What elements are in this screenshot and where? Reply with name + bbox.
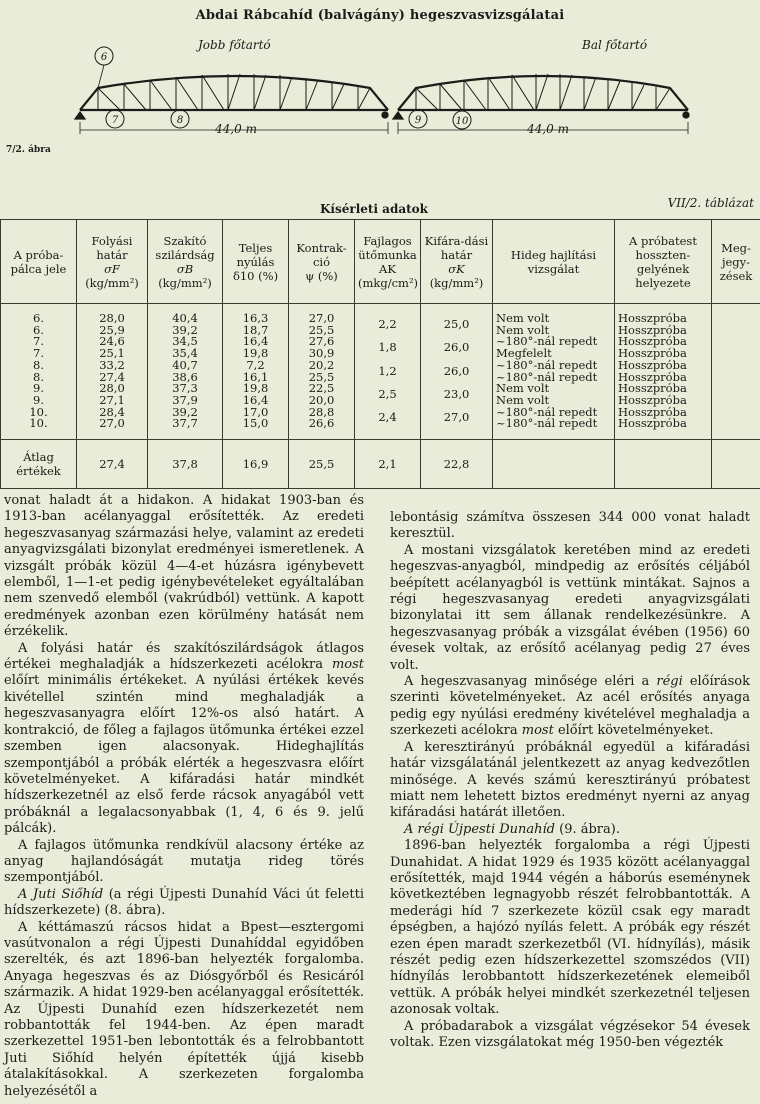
left-text-column bbox=[4, 493, 364, 1100]
left-paragraph-2: A folyási határ és szakítószilárdságok átlagos értékei meghaladják a hídszerkezeti acélokra most előírt minimális értékeket. A nyúlási értékek kevés kivétellel szintén mind meghaladják a hegeszvasanyagra előírt 12%-os alsó határt. A kontrakció, de főleg a fajlagos ütőmunka értékei ezzel szemben igen alacsonyak. Hideghajlítás szempontjából a próbák elérték a hegeszvasra előírt követelményeket. A kifáradási határ mindkét hídszerkezetnél az első ferde rácsok anyagából vett próbáknál a legalacsonyabbak (1, 4, 6 és 9. jelű pálcák). bbox=[4, 640, 364, 837]
right-paragraph-3: A hegeszvasanyag minősége eléri a régi előírások szerinti követelményeket. Az acél erősítés anyaga pedig egy nyúlási eredmény kivételével meghaladja a szerkezeti acélokra most előírt követelményeket. bbox=[390, 674, 750, 739]
figure-caption: 7/2. ábra bbox=[6, 145, 51, 155]
right-paragraph-4: A keresztirányú próbáknál egyedül a kifáradási határ vizsgálatánál jelentkezett az anyag kedvezőtlen minősége. A kevés számú keresztirányú próbatest miatt nem lehetett biztos eredményt nyerni az anyag kifáradási határát illetően. bbox=[390, 739, 750, 821]
avg-megjegyzes bbox=[712, 440, 760, 489]
avg-label: Átlag értékek bbox=[1, 440, 77, 489]
cell-hajlitas: Nem volt Nem volt ~180°-nál repedt Megfelelt ~180°-nál repedt ~180°-nál repedt Nem volt Nem volt ~180°-nál repedt ~180°-nál repedt bbox=[493, 304, 615, 440]
table-body-row bbox=[1, 304, 760, 440]
left-paragraph-4: A Juti Siőhíd (a régi Újpesti Dunahíd Váci út feletti hídszerkezete) (8. ábra). bbox=[4, 886, 364, 919]
header-nyulas: Teljes nyúlás δ10 (%) bbox=[223, 220, 289, 304]
avg-helyzet bbox=[615, 440, 712, 489]
avg-szakito: 37,8 bbox=[148, 440, 223, 489]
table-title: Kísérleti adatok bbox=[320, 202, 428, 216]
avg-nyulas: 16,9 bbox=[223, 440, 289, 489]
header-helyzet: A próbatest hosszten-gelyének helyezete bbox=[615, 220, 712, 304]
marker-10: 10 bbox=[455, 116, 469, 127]
right-span-dimension: 44,0 m bbox=[527, 122, 569, 136]
cell-szakito: 40,4 39,2 34,5 35,4 40,7 38,6 37,3 37,9 39,2 37,7 bbox=[148, 304, 223, 440]
header-szakito: Szakító szilárdság σB (kg/mm²) bbox=[148, 220, 223, 304]
avg-hajlitas bbox=[493, 440, 615, 489]
header-kifaradasi: Kifára-dási határ σK (kg/mm²) bbox=[421, 220, 493, 304]
table-header-row bbox=[1, 220, 760, 304]
marker-9: 9 bbox=[414, 115, 422, 126]
right-text-column bbox=[390, 510, 750, 1051]
header-utomunka: Fajlagos ütőmunka AK (mkg/cm²) bbox=[355, 220, 421, 304]
right-paragraph-2: A mostani vizsgálatok keretében mind az eredeti hegeszvas-anyagból, mindpedig az erősítés céljából beépített acélanyagból is vettünk mintákat. Sajnos a régi hegeszvasanyag eredeti anyagvizsgálati bizonylatai itt sem állanak rendelkezésünkre. A hegeszvasanyag próbák a vizsgálat évében (1956) 60 évesek voltak, az erősítő acélanyag pedig 27 éves volt. bbox=[390, 542, 750, 673]
left-paragraph-1: vonat haladt át a hidakon. A hidakat 1903-ban és 1913-ban acélanyaggal erősítették. Az eredeti hegeszvasanyag származási helye, valamint az eredeti anyagvizsgálati bizonylat eredményei ismeretlenek. A vizsgált próbák közül 4—4-et húzásra igénybevett elemből, 1—1-et pedig igénybevételeket egyáltalában nem szenvedő elemből (vakrúdból) vettünk. A kapott eredmények azonban ezen körülmény hatását nem érzékelik. bbox=[4, 493, 364, 640]
cell-folyasi: 28,0 25,9 24,6 25,1 33,2 27,4 28,0 27,1 28,4 27,0 bbox=[77, 304, 148, 440]
marker-7: 7 bbox=[111, 115, 119, 126]
left-paragraph-3: A fajlagos ütőmunka rendkívül alacsony értéke az anyag hajlandóságát mutatja rideg törés szempontjából. bbox=[4, 837, 364, 886]
header-megjegyzes: Meg-jegy-zések bbox=[712, 220, 760, 304]
header-kontrakcio: Kontrak-ció ψ (%) bbox=[289, 220, 355, 304]
header-hajlitas: Hideg hajlítási vizsgálat bbox=[493, 220, 615, 304]
header-jel: A próba-pálca jele bbox=[1, 220, 77, 304]
table-number: VII/2. táblázat bbox=[667, 196, 754, 210]
experimental-data-table bbox=[0, 219, 760, 489]
cell-utomunka: 2,2 1,8 1,2 2,5 2,4 bbox=[355, 304, 421, 440]
cell-nyulas: 16,3 18,7 16,4 19,8 7,2 16,1 19,8 16,4 17,0 15,0 bbox=[223, 304, 289, 440]
table-average-row bbox=[1, 440, 760, 489]
marker-6: 6 bbox=[100, 52, 108, 63]
left-girder-label: Jobb főtartó bbox=[198, 38, 271, 52]
marker-8: 8 bbox=[176, 115, 184, 126]
avg-folyasi: 27,4 bbox=[77, 440, 148, 489]
right-girder-label: Bal főtartó bbox=[582, 38, 648, 52]
right-paragraph-7: A próbadarabok a vizsgálat végzésekor 54 évesek voltak. Ezen vizsgálatokat még 1950-ben végezték bbox=[390, 1018, 750, 1050]
avg-utomunka: 2,1 bbox=[355, 440, 421, 489]
left-paragraph-5: A kéttámaszú rácsos hidat a Bpest—esztergomi vasútvonalon a régi Újpesti Dunahíddal egyidőben szerelték, és azt 1896-ban helyezték forgalomba. Anyaga hegeszvas és az Diósgyőrből és Resicáról származik. A hidat 1929-ben acélanyaggal erősítették. Az Újpesti Dunahíd ezen hídszerkezetét nem robbantották fel 1944-ben. Az épen maradt szerkezettel 1951-ben lebontották és a felrobbantott Juti Siőhíd helyén építették újjá kisebb átalakításokkal. A szerkezeten forgalomba helyezésétől a bbox=[4, 919, 364, 1099]
cell-megjegyzes bbox=[712, 304, 760, 440]
right-paragraph-6: 1896-ban helyezték forgalomba a régi Újpesti Dunahidat. A hidat 1929 és 1935 között acélanyaggal erősítették, majd 1944 végén a háborús eseménynek következtében legnagyobb részét felrobbantották. A mederági híd 7 szerkezete közül csak egy maradt épségben, a hajózó nyílás felett. A próbák egy részét ezen épen maradt szerkezetből (VI. hídnyílás), másik részét pedig ezen hídszerkezettel szomszédos (VII) hídnyílás lerobbantott hídszerkezetének elemeiből vettük. A próbák helyei mindkét szerkezetnél teljesen azonosak voltak. bbox=[390, 838, 750, 1018]
right-paragraph-5: A régi Újpesti Dunahíd (9. ábra). bbox=[404, 821, 620, 837]
header-folyasi: Folyási határ σF (kg/mm²) bbox=[77, 220, 148, 304]
cell-kontrakcio: 27,0 25,5 27,6 30,9 20,2 25,5 22,5 20,0 28,8 26,6 bbox=[289, 304, 355, 440]
avg-kontrakcio: 25,5 bbox=[289, 440, 355, 489]
cell-helyzet: Hosszpróba Hosszpróba Hosszpróba Hosszpróba Hosszpróba Hosszpróba Hosszpróba Hosszpróba Hosszpróba Hosszpróba bbox=[615, 304, 712, 440]
right-paragraph-1: lebontásig számítva összesen 344 000 vonat haladt keresztül. bbox=[390, 510, 750, 542]
truss-diagram bbox=[0, 26, 760, 146]
left-span-dimension: 44,0 m bbox=[215, 122, 257, 136]
figure-title: Abdai Rábcahíd (balvágány) hegeszvasvizsgálatai bbox=[195, 8, 565, 23]
cell-kifaradasi: 25,0 26,0 26,0 23,0 27,0 bbox=[421, 304, 493, 440]
cell-jel: 6. 6. 7. 7. 8. 8. 9. 9. 10. 10. bbox=[1, 304, 77, 440]
avg-kifaradasi: 22,8 bbox=[421, 440, 493, 489]
